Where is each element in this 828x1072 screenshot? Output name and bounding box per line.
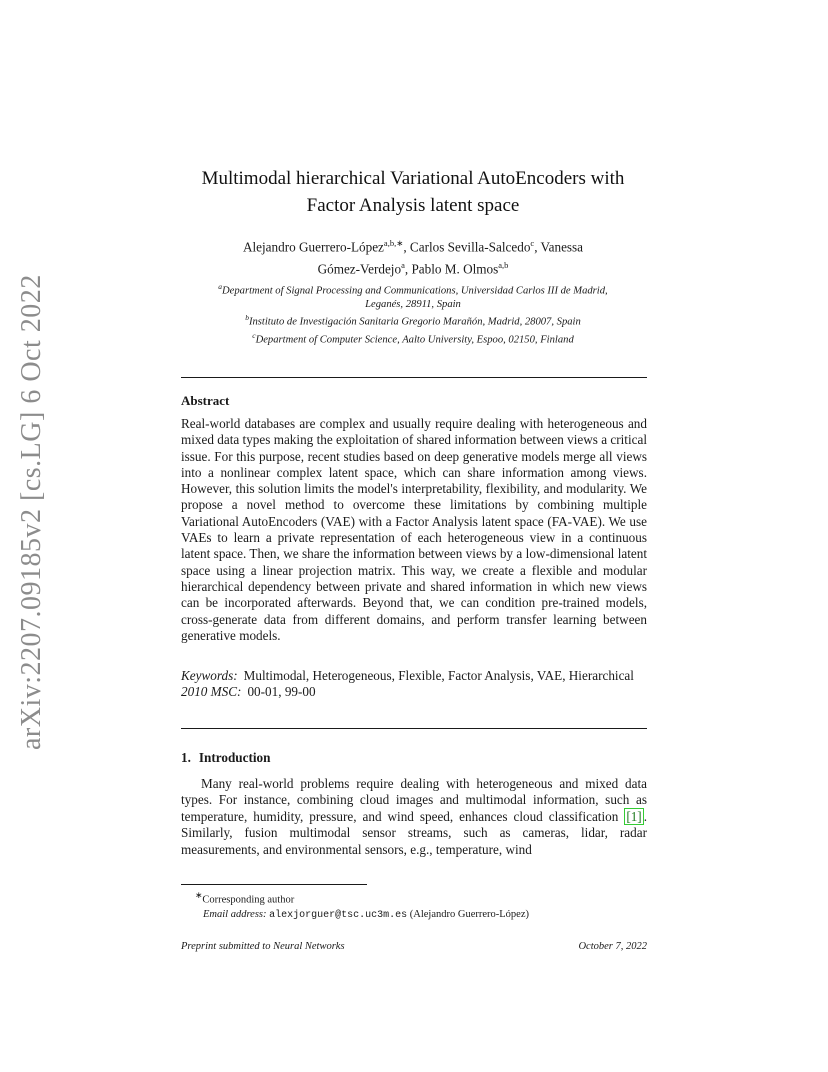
author-affil-sup: a,b,∗ — [383, 238, 404, 248]
msc-line — [181, 684, 647, 700]
msc-label: 2010 MSC: — [181, 684, 242, 699]
abstract-heading: Abstract — [181, 393, 230, 408]
affiliation-text: Department of Signal Processing and Communications, Universidad Carlos III de Madrid, — [222, 285, 608, 297]
author-affil-sup: a,b — [498, 260, 509, 271]
author-list — [180, 234, 646, 279]
arxiv-identifier-stamp: arXiv:2207.09185v2 [cs.LG] 6 Oct 2022 — [16, 274, 47, 750]
affiliation-b — [180, 311, 646, 329]
section-number: 1. — [181, 750, 191, 765]
footnote-corresponding — [181, 888, 647, 908]
title-line-1: Multimodal hierarchical Variational AutoEncoders with — [201, 168, 625, 189]
footer-journal: Preprint submitted to Neural Networks — [181, 941, 345, 952]
affiliation-text: Instituto de Investigación Sanitaria Gregorio Marañón, Madrid, 28007, Spain — [248, 316, 581, 328]
footnote — [181, 888, 647, 923]
title-line-2: Factor Analysis latent space — [306, 195, 520, 216]
affiliation-text: Department of Computer Science, Aalto University, Espoo, 02150, Finland — [255, 334, 574, 346]
email-address[interactable]: alexjorguer@tsc.uc3m.es — [269, 909, 408, 921]
keywords-text: Multimodal, Heterogeneous, Flexible, Factor Analysis, VAE, Hierarchical — [243, 668, 634, 683]
affiliation-marker: b — [245, 312, 249, 322]
affiliation-c — [180, 329, 646, 347]
author-name: Gómez-Verdejo — [317, 261, 402, 277]
affiliations — [180, 280, 646, 346]
section-heading-introduction — [181, 750, 270, 766]
author-affil-sup: c — [530, 238, 535, 248]
author-name: Alejandro Guerrero-López — [242, 239, 384, 255]
author-name: , Vanessa — [534, 239, 584, 255]
keywords-line — [181, 668, 647, 684]
keywords-block — [181, 668, 647, 700]
msc-text: 00-01, 99-00 — [247, 684, 316, 699]
footnote-marker: ∗ — [195, 890, 203, 900]
citation-link[interactable]: [1] — [626, 808, 642, 824]
section-title-text: Introduction — [198, 750, 271, 765]
email-owner: (Alejandro Guerrero-López) — [409, 908, 529, 920]
affiliation-marker: a — [218, 282, 223, 291]
footnote-corresponding-text: Corresponding author — [202, 894, 295, 906]
page-footer — [181, 941, 647, 952]
affiliation-marker: c — [252, 330, 256, 340]
abstract-body: Real-world databases are complex and usually require dealing with heterogeneous and mixed data types making the exploitation of shared information between views a critical issue. For this purpose, recent studies based on deep generative models merge all views into a nonlinear complex latent space, which can share information among views. However, this solution limits the model's interpretability, flexibility, and modularity. We propose a novel method to overcome these limitations by combining multiple Variational AutoEncoders (VAE) with a Factor Analysis latent space (FA-VAE). We use VAEs to learn a private representation of each heterogeneous view in a continuous latent space. Then, we share the information between views by a low-dimensional latent space using a linear projection matrix. This way, we create a flexible and modular hierarchical dependency between private and shared information in which new views can be incorporated afterwards. Beyond that, we can condition pre-trained models, cross-generate data from different domains, and perform transfer learning between generative models. — [181, 416, 647, 643]
introduction-paragraph — [181, 776, 647, 858]
intro-text-cont: . Similarly, fusion multimodal sensor streams, such as cameras, lidar, radar measurements, and environmental sensors, e.g., temperature, wind — [181, 808, 647, 857]
email-label: Email address: — [203, 908, 267, 920]
keywords-label: Keywords: — [181, 668, 238, 683]
footnote-email-line — [181, 908, 647, 923]
paper-title — [160, 165, 666, 219]
author-name: , Carlos Sevilla-Salcedo — [403, 239, 531, 255]
intro-text: Many real-world problems require dealing with heterogeneous and mixed data types. For instance, combining cloud images and multimodal information, such as temperature, humidity, pressure, and wind speed, enhances cloud classification — [181, 776, 647, 824]
affiliation-a — [180, 280, 646, 298]
author-affil-sup: a — [401, 260, 405, 271]
footer-date: October 7, 2022 — [578, 941, 647, 952]
abstract-top-rule — [181, 377, 647, 378]
author-name: , Pablo M. Olmos — [404, 261, 499, 277]
footnote-rule — [181, 884, 367, 885]
abstract-bottom-rule — [181, 728, 647, 729]
affiliation-a-cont: Leganés, 28911, Spain — [365, 298, 461, 310]
